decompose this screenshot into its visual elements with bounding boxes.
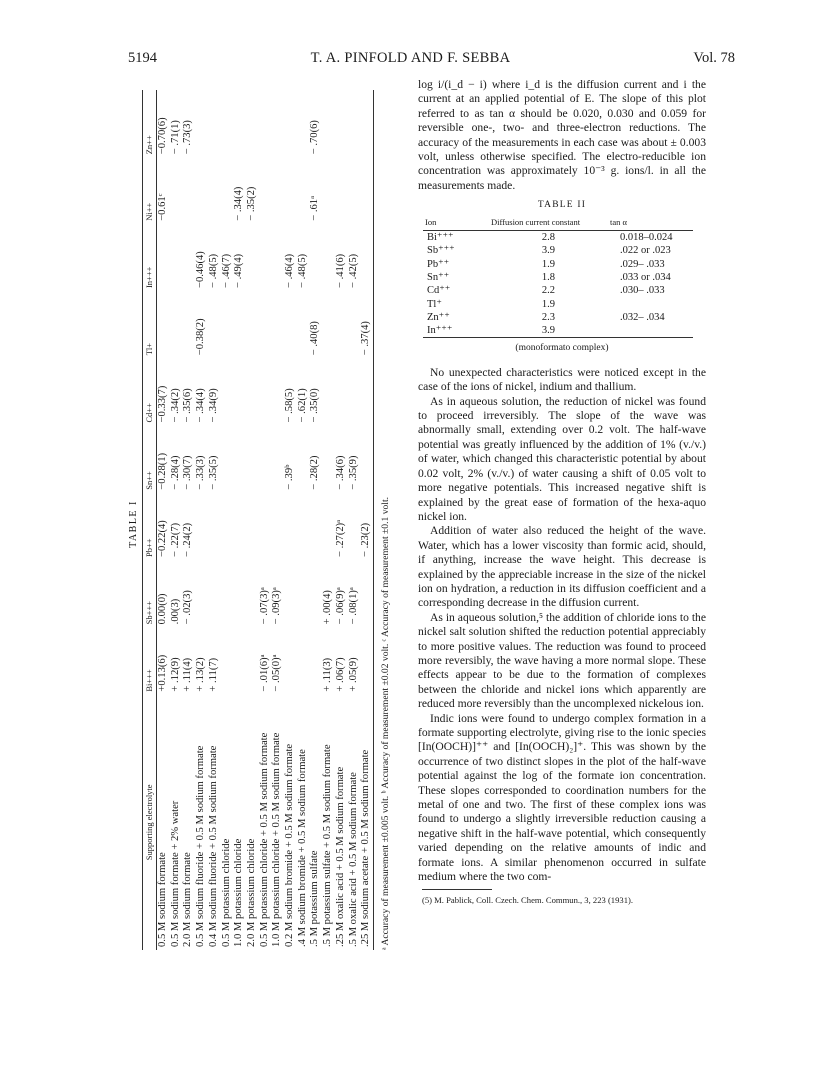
table-2-cell: Sb⁺⁺⁺ bbox=[427, 245, 455, 257]
table-1-cell bbox=[182, 157, 195, 224]
table-1 bbox=[142, 90, 374, 950]
table-1-cell: − .70(6) bbox=[309, 120, 321, 155]
table-1-cell: − .27(2)ᵃ bbox=[334, 519, 346, 558]
table-1-header-row bbox=[143, 90, 157, 950]
table-1-cell bbox=[233, 90, 246, 157]
table-1-cell bbox=[233, 627, 246, 694]
paragraph: Indic ions were found to undergo complex formation in a formate supporting electrolyte, giving rise to the ionic species [In(OOCH)]⁺⁺ and [In(OOCH)₂]⁺. This was shown by the occurrence of two distinct slopes in the plot of the half-wave potential against the log of the formate ion concentration. These slopes corresponded to coordination numbers for the metal of one and two. The first of these complex ions was found to undergo a slightly irreversible reduction causing a negative shift in the half-wave potential, which consequently varied depending on the relative amounts of indic and formate ions. A similar phenomenon occurred in sulfate medium where the two com- bbox=[418, 711, 706, 884]
table-1-cell bbox=[233, 493, 246, 560]
table-1-cell bbox=[157, 291, 170, 358]
table-2-cell: 2.3 bbox=[541, 311, 556, 323]
table-1-cell bbox=[309, 493, 322, 560]
table-1-cell bbox=[246, 291, 259, 358]
table-1-cell bbox=[335, 90, 348, 157]
table-1-cell: .4 M sodium bromide + 0.5 M sodium formate bbox=[296, 749, 308, 947]
table-1-cell: −0.70(6) bbox=[157, 117, 168, 155]
paragraph: No unexpected characteristics were noticed except in the case of the ions of nickel, indium and thallium. bbox=[418, 365, 706, 394]
table-2-cell: Zn⁺⁺ bbox=[427, 311, 450, 323]
table-1-cell bbox=[233, 291, 246, 358]
table-1-cell: + .06(7) bbox=[334, 657, 346, 692]
table-1-cell bbox=[170, 224, 183, 291]
table-1-cell bbox=[322, 358, 335, 425]
table-1-cell: − .09(3)ᵃ bbox=[271, 587, 283, 625]
table-1-cell: .00(3) bbox=[169, 598, 181, 625]
paragraph: As in aqueous solution, the reduction of nickel was found to proceed irreversibly. The slope of the wave was abnormally small, extending over 0.2 volt. The half-wave potential was greatly influenced by the addition of 1% (v./v.) of water, which changed this characteristic potential by about 0.02 volt, 2% (v./v.) of water causing a shift of 0.05 volt to more negative potentials. This increased negative shift is explained by the great ease of formation of the hexa-aquo nickel ion. bbox=[418, 394, 706, 523]
table-1-row bbox=[360, 90, 373, 950]
table-1-cell bbox=[246, 493, 259, 560]
table-2-column-header: Diffusion current constant bbox=[489, 214, 608, 231]
page-number: 5194 bbox=[128, 50, 157, 66]
table-1-cell: − .34(4) bbox=[195, 388, 207, 423]
table-1-row bbox=[322, 90, 335, 950]
table-2-cell: 1.8 bbox=[541, 271, 556, 283]
table-1-cell: − .34(6) bbox=[334, 455, 346, 490]
table-1-cell bbox=[348, 291, 361, 358]
table-2-cell: .029– .033 bbox=[619, 258, 665, 270]
table-1-cell bbox=[348, 157, 361, 224]
table-2-cell: Pb⁺⁺ bbox=[427, 258, 450, 270]
table-1-cell: −0.38(2) bbox=[195, 318, 207, 356]
table-1-cell: 1.0 M potassium chloride + 0.5 M sodium formate bbox=[271, 732, 283, 947]
table-1-column-header: Tl+ bbox=[143, 291, 157, 358]
table-1-cell bbox=[233, 358, 246, 425]
table-1-column-header: Ni++ bbox=[143, 157, 157, 224]
table-1-cell: − .23(2) bbox=[360, 493, 373, 560]
table-1-row bbox=[297, 90, 310, 950]
table-2-row bbox=[423, 324, 693, 338]
table-1-cell bbox=[221, 493, 234, 560]
table-1-cell bbox=[297, 157, 310, 224]
table-1-cell: + .13(2) bbox=[195, 657, 207, 692]
table-1-cell: 2.0 M sodium formate bbox=[182, 852, 194, 947]
table-2-cell: 3.9 bbox=[489, 324, 608, 338]
paragraph: log i/(i_d − i) where i_d is the diffusion current and i the current at an applied potential of E. The slope of this plot referred to as tan α should be 0.020, 0.030 and 0.059 for reversible one-, two- and three-electron reductions. The accuracy of the measurements in each case was about ± 0.003 volt, unless otherwise specified. The electro-reducible ion concentration was approximately 10⁻³ g. ions/l. in all the measurements made. bbox=[418, 78, 706, 192]
table-1-cell bbox=[348, 358, 361, 425]
table-1-cell bbox=[284, 493, 297, 560]
table-1-cell: .5 M potassium sulfate bbox=[309, 850, 321, 947]
table-1-cell: 0.5 M potassium chloride bbox=[220, 838, 232, 947]
paragraph: Addition of water also reduced the height of the wave. Water, which has a lower viscosity than formic acid, should, if anything, increase the wave height. This decrease is explained by the appreciable increase in the size of the nickel ion on hydration, a reduction in its diffusion coefficient and a corresponding decrease in the diffusion current. bbox=[418, 524, 706, 610]
table-2-row bbox=[423, 284, 693, 297]
table-2-cell: Tl⁺ bbox=[427, 298, 442, 310]
paragraph: As in aqueous solution,⁵ the addition of chloride ions to the nickel salt solution shifted the reduction potential appreciably to more positive values. The reduction was found to proceed more reversibly, the wave having a more normal slope. These effects appear to be due to the formation of complexes between the chloride and nickel ions which apparently are reduced more reversibly than the uncomplexed nickelous ion. bbox=[418, 610, 706, 711]
table-1-cell bbox=[182, 224, 195, 291]
table-1-cell: −0.33(7) bbox=[157, 385, 168, 423]
table-1-row bbox=[208, 90, 221, 950]
table-1-cell: .5 M potassium sulfate + 0.5 M sodium formate bbox=[322, 744, 334, 947]
table-2-cell: .032– .034 bbox=[619, 311, 665, 323]
table-1-cell: − .34(9) bbox=[207, 388, 219, 423]
table-1-cell: + .11(3) bbox=[322, 657, 334, 692]
table-1-cell bbox=[271, 493, 284, 560]
running-title: T. A. PINFOLD AND F. SEBBA bbox=[310, 50, 511, 66]
table-1-cell bbox=[297, 426, 310, 493]
table-1-cell: − .35(9) bbox=[347, 455, 359, 490]
table-1-cell: + .12(9) bbox=[169, 657, 181, 692]
table-1-cell bbox=[259, 426, 272, 493]
table-2-column-header: tan α bbox=[608, 214, 693, 231]
table-1-cell bbox=[271, 157, 284, 224]
table-1-cell: −0.61ᶜ bbox=[157, 193, 168, 221]
table-2-row bbox=[423, 258, 693, 271]
table-1-cell bbox=[271, 90, 284, 157]
table-1-cell: − .34(2) bbox=[169, 388, 181, 423]
table-2-cell: Bi⁺⁺⁺ bbox=[427, 232, 454, 244]
table-1-cell bbox=[246, 560, 259, 627]
table-1-row bbox=[221, 90, 234, 950]
table-1-cell bbox=[322, 426, 335, 493]
table-1-column-header: Supporting electrolyte bbox=[143, 695, 157, 950]
table-1-rotated bbox=[126, 80, 407, 968]
table-1-cell bbox=[297, 560, 310, 627]
table-1-cell bbox=[221, 90, 234, 157]
table-1-cell bbox=[322, 291, 335, 358]
table-1-cell bbox=[360, 358, 373, 425]
table-2-cell: Cd⁺⁺ bbox=[427, 285, 451, 297]
table-1-cell bbox=[322, 224, 335, 291]
table-1-column-header: Sb+++ bbox=[143, 560, 157, 627]
table-1-cell bbox=[170, 291, 183, 358]
table-1-cell: −0.28(1) bbox=[157, 452, 168, 490]
table-1-cell bbox=[221, 157, 234, 224]
table-2-cell: Sn⁺⁺ bbox=[427, 271, 450, 283]
table-1-column-header: Pb++ bbox=[143, 493, 157, 560]
table-1-cell: − .39ᵇ bbox=[284, 464, 296, 490]
table-1-cell: − .01(6)ᵃ bbox=[258, 654, 270, 692]
table-1-cell bbox=[221, 291, 234, 358]
table-1-cell: − .71(1) bbox=[169, 120, 181, 155]
table-1-cell bbox=[259, 90, 272, 157]
table-1-cell bbox=[322, 157, 335, 224]
table-1-row bbox=[335, 90, 348, 950]
table-1-cell bbox=[208, 291, 221, 358]
table-1-cell bbox=[271, 358, 284, 425]
table-1-cell bbox=[246, 224, 259, 291]
table-1-cell bbox=[208, 560, 221, 627]
table-1-cell bbox=[246, 627, 259, 694]
table-1-row bbox=[233, 90, 246, 950]
table-1-row bbox=[195, 90, 208, 950]
table-1-cell bbox=[284, 157, 297, 224]
table-1-cell bbox=[259, 358, 272, 425]
table-2-body bbox=[423, 231, 693, 338]
volume-label: Vol. 78 bbox=[693, 50, 735, 66]
table-2-row bbox=[423, 244, 693, 257]
table-1-cell: − .22(7) bbox=[169, 522, 181, 558]
table-1-cell: + .11(7) bbox=[207, 657, 219, 692]
table-1-cell: +0.13(6) bbox=[157, 654, 168, 692]
table-2-row bbox=[423, 271, 693, 284]
table-1-cell: − .05(0)ᵃ bbox=[271, 654, 283, 692]
table-1-cell: − .46(4) bbox=[284, 253, 296, 289]
table-1-cell bbox=[284, 560, 297, 627]
table-2-row bbox=[423, 231, 693, 245]
table-1-cell: − .35(5) bbox=[207, 455, 219, 490]
table-2-cell bbox=[608, 298, 693, 311]
table-2-cell: 1.9 bbox=[541, 298, 556, 310]
table-1-cell bbox=[170, 157, 183, 224]
table-1-cell bbox=[335, 291, 348, 358]
table-2-header-row bbox=[423, 214, 693, 231]
table-1-cell bbox=[360, 426, 373, 493]
table-1-cell bbox=[195, 560, 208, 627]
page-header bbox=[0, 50, 821, 70]
table-1-cell: .25 M sodium acetate + 0.5 M sodium formate bbox=[360, 695, 373, 950]
right-column bbox=[418, 78, 706, 908]
table-1-cell bbox=[221, 358, 234, 425]
table-1-cell: − .24(2) bbox=[182, 522, 194, 558]
table-1-cell bbox=[348, 90, 361, 157]
table-1-cell: − .28(4) bbox=[169, 455, 181, 490]
table-1-cell: 0.5 M sodium formate bbox=[157, 852, 168, 947]
table-1-cell bbox=[221, 426, 234, 493]
table-1-cell bbox=[259, 224, 272, 291]
table-1-cell: − .33(3) bbox=[195, 455, 207, 490]
table-1-cell: − .73(3) bbox=[182, 120, 194, 155]
table-1-cell bbox=[195, 90, 208, 157]
table-1-cell bbox=[271, 224, 284, 291]
table-1-cell: 0.5 M sodium fluoride + 0.5 M sodium formate bbox=[195, 745, 207, 947]
table-2-cell: 2.8 bbox=[541, 232, 556, 244]
table-2-row bbox=[423, 298, 693, 311]
table-1-cell: − .07(3)ᵃ bbox=[258, 587, 270, 625]
table-1-cell bbox=[271, 291, 284, 358]
table-1-cell bbox=[271, 426, 284, 493]
table-1-cell: − .34(4) bbox=[233, 186, 245, 221]
table-1-cell: − .61ᵃ bbox=[309, 196, 321, 221]
footnote: (5) M. Pablick, Coll. Czech. Chem. Commun., 3, 223 (1931). bbox=[422, 895, 634, 906]
table-1-row bbox=[271, 90, 284, 950]
table-1-body bbox=[157, 90, 374, 950]
table-1-cell bbox=[284, 90, 297, 157]
table-1-row bbox=[182, 90, 195, 950]
table-1-cell bbox=[297, 493, 310, 560]
table-1-column-header: In+++ bbox=[143, 224, 157, 291]
table-1-cell bbox=[360, 157, 373, 224]
table-1-cell: 2.0 M potassium chloride bbox=[245, 838, 257, 947]
table-1-cell: 0.2 M sodium bromide + 0.5 M sodium formate bbox=[284, 743, 296, 947]
table-1-cell bbox=[246, 90, 259, 157]
table-1-cell bbox=[309, 560, 322, 627]
table-2-column-header: Ion bbox=[423, 214, 489, 231]
table-1-cell: − .02(3) bbox=[182, 590, 194, 625]
table-1-cell bbox=[360, 560, 373, 627]
table-1-cell bbox=[284, 291, 297, 358]
table-1-row bbox=[246, 90, 259, 950]
table-1-cell: + .05(9) bbox=[347, 657, 359, 692]
table-1-cell: + .11(4) bbox=[182, 657, 194, 692]
table-1-column-header: Cd++ bbox=[143, 358, 157, 425]
table-1-cell bbox=[297, 291, 310, 358]
table-2-cell: 1.9 bbox=[541, 258, 556, 270]
table-1-cell: 0.00(0) bbox=[157, 593, 168, 625]
table-1-cell bbox=[221, 560, 234, 627]
table-1-cell: − .28(2) bbox=[309, 455, 321, 490]
table-2-cell: 2.2 bbox=[541, 285, 556, 297]
table-1-cell: − .48(5) bbox=[296, 253, 308, 289]
table-1-cell: .25 M oxalic acid + 0.5 M sodium formate bbox=[334, 766, 346, 947]
table-1-cell: − .35(6) bbox=[182, 388, 194, 423]
table-1-column-header: Sn++ bbox=[143, 426, 157, 493]
table-1-cell: − .35(2) bbox=[245, 186, 257, 221]
table-1-cell: 0.4 M sodium fluoride + 0.5 M sodium formate bbox=[207, 745, 219, 947]
table-1-column-header: Bi+++ bbox=[143, 627, 157, 694]
table-1-cell: − .48(5) bbox=[207, 253, 219, 289]
table-1-cell bbox=[259, 291, 272, 358]
table-1-cell bbox=[221, 627, 234, 694]
table-1-cell: − .49(4) bbox=[233, 253, 245, 289]
table-1-cell: − .08(1)ᵃ bbox=[347, 587, 359, 625]
table-2-cell: In⁺⁺⁺ bbox=[423, 324, 489, 338]
table-1-row bbox=[348, 90, 361, 950]
table-1-cell: − .37(4) bbox=[360, 291, 373, 358]
table-1-cell bbox=[259, 493, 272, 560]
table-2-cell: .030– .033 bbox=[619, 285, 665, 297]
table-2-row bbox=[423, 311, 693, 324]
table-1-cell bbox=[297, 90, 310, 157]
table-1-cell: − .35(0) bbox=[309, 388, 321, 423]
table-1-row bbox=[170, 90, 183, 950]
table-1-cell bbox=[195, 493, 208, 560]
table-1-cell bbox=[246, 426, 259, 493]
table-1-cell bbox=[360, 224, 373, 291]
table-1-cell: − .40(8) bbox=[309, 321, 321, 356]
table-1-cell bbox=[322, 493, 335, 560]
table-1-cell bbox=[208, 157, 221, 224]
table-1-cell bbox=[360, 627, 373, 694]
table-1-cell: .5 M oxalic acid + 0.5 M sodium formate bbox=[347, 772, 359, 947]
table-1-cell: −0.22(4) bbox=[157, 520, 168, 558]
table-1-cell bbox=[233, 560, 246, 627]
table-2-cell: 3.9 bbox=[541, 245, 556, 257]
table-1-row bbox=[259, 90, 272, 950]
table-2-caption: TABLE II bbox=[537, 200, 587, 211]
table-1-row bbox=[157, 90, 170, 950]
table-1-cell bbox=[360, 90, 373, 157]
table-1-cell bbox=[246, 358, 259, 425]
table-1-cell bbox=[322, 90, 335, 157]
table-1-cell: − .46(7) bbox=[220, 253, 232, 289]
table-1-cell bbox=[259, 157, 272, 224]
table-1-cell bbox=[309, 627, 322, 694]
table-1-cell: + .00(4) bbox=[322, 590, 334, 625]
table-1-cell bbox=[195, 157, 208, 224]
table-1-cell: − .30(7) bbox=[182, 455, 194, 490]
table-1-cell bbox=[348, 493, 361, 560]
table-1-cell bbox=[157, 224, 170, 291]
table-1-column-header: Zn++ bbox=[143, 90, 157, 157]
table-1-cell: − .41(6) bbox=[334, 253, 346, 289]
table-1-caption: TABLE I bbox=[128, 500, 139, 548]
table-1-cell bbox=[284, 627, 297, 694]
table-1-cell bbox=[208, 90, 221, 157]
table-1-cell bbox=[335, 358, 348, 425]
table-1-cell: 0.5 M potassium chloride + 0.5 M sodium formate bbox=[258, 732, 270, 947]
table-1-cell bbox=[208, 493, 221, 560]
table-2-note: (monoformato complex) bbox=[515, 343, 609, 354]
table-1-cell bbox=[182, 291, 195, 358]
table-1-cell: − .06(9)ᵃ bbox=[334, 587, 346, 625]
table-1-row bbox=[309, 90, 322, 950]
table-1-footnote: ᵃ Accuracy of measurement ±0.005 volt. ᵇ Accuracy of measurement ±0.02 volt. ᶜ Accuracy of measurement ±0.1 volt. bbox=[380, 496, 391, 950]
table-2 bbox=[423, 214, 693, 339]
table-1-cell bbox=[233, 426, 246, 493]
table-2-cell: .033 or .034 bbox=[619, 271, 671, 283]
table-2-cell: 0.018–0.024 bbox=[619, 232, 673, 244]
table-1-cell bbox=[335, 157, 348, 224]
table-1-row bbox=[284, 90, 297, 950]
table-1-cell: − .42(5) bbox=[347, 253, 359, 289]
table-1-cell: − .62(1) bbox=[296, 388, 308, 423]
table-1-cell: −0.46(4) bbox=[195, 251, 207, 289]
table-1-cell bbox=[297, 627, 310, 694]
footnote-rule bbox=[422, 889, 492, 890]
table-1-cell: − .58(5) bbox=[284, 388, 296, 423]
table-1-cell bbox=[309, 224, 322, 291]
table-1-cell: 0.5 M sodium formate + 2% water bbox=[169, 800, 181, 947]
table-2-cell: .022 or .023 bbox=[619, 245, 671, 257]
table-2-cell bbox=[608, 324, 693, 338]
table-1-cell: 1.0 M potassium chloride bbox=[233, 838, 245, 947]
